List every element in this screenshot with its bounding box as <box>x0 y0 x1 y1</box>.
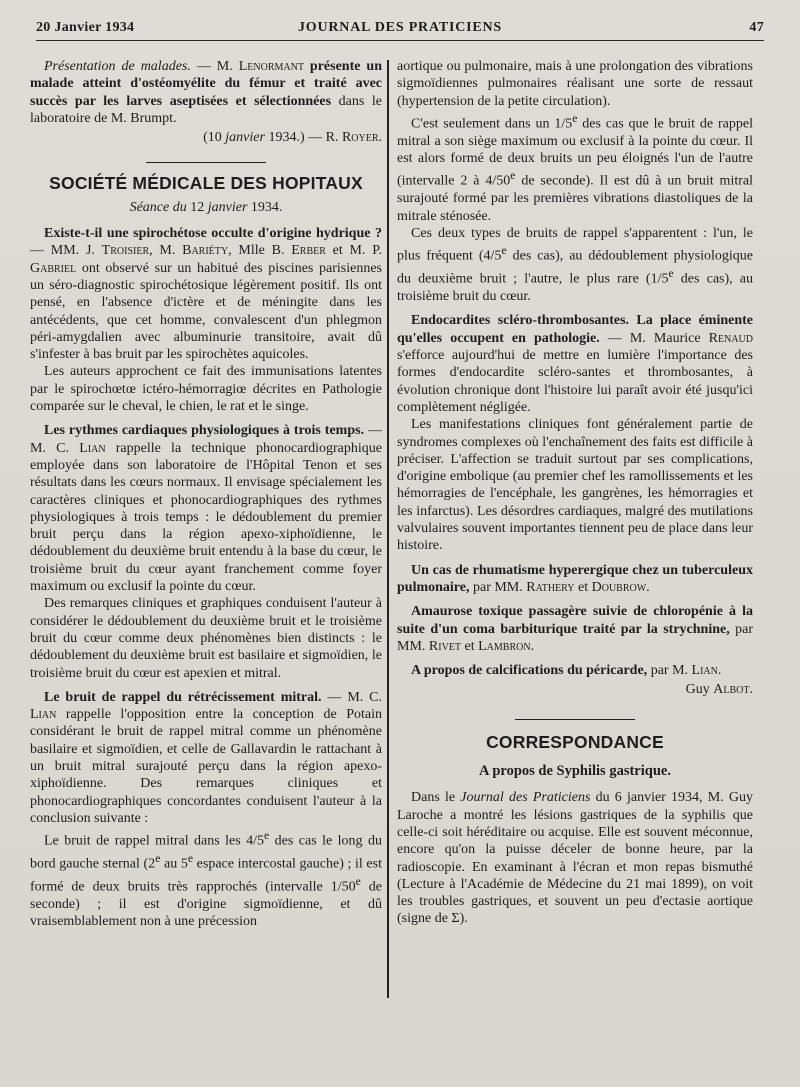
author-rivet: Rivet <box>428 638 462 654</box>
authors-lead: — M. C. <box>30 423 383 456</box>
article-endocardites <box>397 312 753 416</box>
left-column <box>30 58 382 1047</box>
right-column <box>397 58 753 1047</box>
authors-lead: — MM. J. <box>30 243 102 259</box>
session-year: 1934. <box>250 199 283 215</box>
article-rythmes <box>30 422 382 595</box>
article-body: rappelle la technique phonocardiographique employée dans son laboratoire de l'Hôpital Tenon et ses résultats dans les cœurs normaux. Il envisage spécialement les caractères cliniques et phonocardiographiques des rythmes physiologiques à trois temps : le dédoublement du premier bruit perçu dans la région apexo-xiphoïdienne, le dédoublement du deuxième bruit entendu à la base du cœur, le troisième bruit du cœur ayant franchement comme foyer maximum ou exclusif la pointe du cœur. <box>30 440 382 595</box>
article-spirochetose <box>30 225 382 363</box>
section-rule <box>146 162 266 163</box>
authors-lead: par M. <box>647 663 692 679</box>
presentation-paragraph <box>30 58 382 127</box>
author-troisier: Troisier <box>101 243 150 259</box>
correspondance-paragraph <box>397 789 753 927</box>
authors-lead: par MM. <box>397 621 753 654</box>
article-calcifications <box>397 662 753 679</box>
article-rhumatisme <box>397 562 753 597</box>
article-amaurose <box>397 603 753 655</box>
text: des cas), au troisième bruit du cœur. <box>397 271 753 305</box>
sep: et M. P. <box>325 243 382 259</box>
article-title: Un cas de rhumatisme hyperergique chez un tuberculeux pulmonaire, <box>397 562 753 595</box>
signature-first: Guy <box>685 682 710 698</box>
section-signature <box>397 681 753 698</box>
section-rule <box>515 719 635 720</box>
continuation-paragraph <box>397 225 753 306</box>
text: espace intercostal gauche) ; il est formé de deux bruits très rapprochés (intervalle 1/50 <box>30 856 382 895</box>
sep: , M. <box>149 243 183 259</box>
presentation-lead: Présentation de malades. <box>44 59 191 74</box>
date-month: janvier <box>225 130 265 146</box>
session-day: 12 <box>190 199 205 215</box>
author-lian: Lian <box>79 440 106 456</box>
author-lambron: Lambron. <box>478 638 535 654</box>
article-title: Amaurose toxique passagère suivie de chloropénie à la suite d'un coma barbiturique traité par la strychnine, <box>397 604 753 637</box>
article-bruit-rappel <box>30 689 382 827</box>
text: au 5 <box>160 856 188 872</box>
date-close: 1934.) — R. <box>264 130 342 146</box>
sep: et <box>461 638 479 654</box>
author-bariety: Bariéty <box>182 243 229 259</box>
text: C'est seulement dans un 1/5 <box>411 116 573 132</box>
header-journal-title: JOURNAL DES PRATICIENS <box>297 20 503 35</box>
date-open: (10 <box>203 130 226 146</box>
continuation-paragraph <box>397 110 753 225</box>
presentation-author: Lenormant <box>238 59 304 74</box>
text: Dans le <box>411 790 461 806</box>
signature-royer: Royer. <box>341 130 382 146</box>
session-date <box>30 199 382 216</box>
column-divider <box>387 60 389 998</box>
author-doubrow: Doubrow. <box>591 579 650 595</box>
signature-last: Albot. <box>713 682 753 698</box>
session-prefix: Séance du <box>129 199 187 215</box>
authors-lead: — M. Maurice <box>599 330 709 346</box>
text: Ces deux types de bruits de rappel s'apparentent : l'un, le plus fréquent (4/5 <box>397 225 753 264</box>
text: des cas le long du bord gauche sternal (2 <box>30 833 382 872</box>
authors-lead: — M. C. <box>321 689 382 705</box>
article-title: Endocardites scléro-thrombosantes. La place éminente qu'elles occupent en pathologie. <box>397 313 753 346</box>
sup: e <box>510 169 516 183</box>
article-body: rappelle l'opposition entre la conception de Potain considérant le bruit de rappel mitral comme un phénomène basilaire et sigmoïdien, et celle de Gallavardin le rattachant à un bruit mitral surajouté perçu dans la région apexo-xiphoïdienne. Des remarques cliniques et phonocardiographiques concordantes conduisent l'auteur à la conclusion suivante : <box>30 707 382 826</box>
sep: , Mlle B. <box>228 243 292 259</box>
correspondance-subtitle: A propos de Syphilis gastrique. <box>479 763 671 780</box>
sup: e <box>155 852 161 866</box>
article-title: Le bruit de rappel du rétrécissement mitral. <box>44 689 322 705</box>
article-title: A propos de calcifications du péricarde, <box>411 663 648 679</box>
dash: — M. <box>190 59 239 74</box>
article-body-paragraph: Les manifestations cliniques font généralement partie de syndromes complexes où l'enchaînement des faits est difficile à préciser. L'affection se traduit surtout par ses complications, d'origine embolique (au premier chef les ramollissements et les hémorragies de l'encéphale, les gangrènes, les hémorragies et les infarctus). Les désordres cardiaques, malgré des mutilations valvulaires souvent importantes tiennent peu de place dans leur histoire. <box>397 417 753 554</box>
running-header <box>36 18 764 41</box>
article-body-paragraph: Des remarques cliniques et graphiques conduisent l'auteur à considérer le dédoublement du deuxième bruit et le troisième bruit du cœur comme deux phénomènes bien distincts : le dédoublement du deuxième bruit est basilaire et sigmoïdien, le troisième bruit du cœur est apexien et mitral. <box>30 596 382 681</box>
journal-name: Journal des Praticiens <box>460 790 591 806</box>
sep: et <box>574 579 592 595</box>
article-title: Existe-t-il une spirochétose occulte d'origine hydrique ? <box>44 226 382 242</box>
text: Le bruit de rappel mitral dans les 4/5 <box>44 833 265 849</box>
presentation-signature <box>30 129 382 146</box>
header-date: 20 Janvier 1934 <box>36 20 135 35</box>
session-month: janvier <box>207 199 248 215</box>
sup: e <box>355 875 361 889</box>
sup: e <box>501 244 507 258</box>
article-body-paragraph: Les auteurs approchent ce fait des immunisations latentes par le spirochœtœ ictéro-hémorragiœ décrites en Pathologie comparée sur le cheval, le chien, le rat et le singe. <box>30 364 382 415</box>
author-rathery: Rathery <box>526 579 575 595</box>
article-body-paragraph <box>30 827 382 930</box>
text: de seconde). Il est dû à un bruit mitral surajouté formé par les premières vibrations diastoliques de la mitrale sténosée. <box>397 174 753 224</box>
authors-lead: par MM. <box>469 579 527 595</box>
author-erber: Erber <box>291 243 326 259</box>
sup: e <box>264 829 270 843</box>
article-body: s'efforce aujourd'hui de mettre en lumière l'importance des formes d'endocardite scléro-santes et thrombosantes, à évolution chronique dont l'histoire lui paraît avoir été jusqu'ici complètement négligée. <box>397 348 753 415</box>
society-title: SOCIÉTÉ MÉDICALE DES HOPITAUX <box>49 173 363 194</box>
article-body: ont observé sur un habitué des piscines parisiennes un séro-diagnostic spirochétosique légèrement positif. Ils ont pensé, en l'absence d'ictère et de méningite dans les antécédents, que cet homme, convalescent d'un phlegmon péri-amygdalien avec albuminurie transitoire, avait dû s'infester à bas bruit par les spirochètes aquicoles. <box>30 260 382 363</box>
author-lian: Lian. <box>691 663 722 679</box>
sup: e <box>668 267 674 281</box>
header-page-number: 47 <box>749 20 764 35</box>
text: du 6 janvier 1934, M. Guy Laroche a montré les lésions gastriques de la syphilis que celle-ci soit héréditaire ou acquise. Elle est souvent méconnue, encore qu'on la puisse déceler de bonne heure, par la radioscopie. En examinant à l'écran et mon repas bismuthé (Lecture à l'Académie de Médecine du 21 mai 1899), on voit les troubles gastriques, et souvent un peu d'ectasie aortique (signe de Σ). <box>397 790 753 927</box>
article-title: Les rythmes cardiaques physiologiques à trois temps. <box>44 423 365 439</box>
author-renaud: Renaud <box>708 330 753 346</box>
text: de seconde) ; il est d'origine sigmoïdienne, et dû vraisemblablement non à une précession <box>30 879 382 930</box>
text: des cas que le bruit de rappel mitral a son siège maximum ou exclusif à la pointe du cœur. Il est alors formé de deux bruits un peu éloignés l'un de l'autre (intervalle 2 à 4/50 <box>397 116 753 190</box>
sup: e <box>572 111 578 125</box>
text: des cas), au dédoublement physiologique du deuxième bruit ; l'autre, le plus rare (1/5 <box>397 248 753 287</box>
continuation-paragraph: aortique ou pulmonaire, mais à une prolongation des vibrations sigmoïdiennes pulmonaires réalisant une sorte de ressaut (hypertension de la petite circulation). <box>397 59 753 109</box>
presentation-bold-text: présente un malade atteint d'ostéomyélite du fémur et traité avec succès par les larves aseptisées et sélectionnées <box>30 59 382 109</box>
correspondance-title: CORRESPONDANCE <box>486 731 664 752</box>
author-lian: Lian <box>30 707 57 723</box>
author-gabriel: Gabriel <box>30 260 77 276</box>
sup: e <box>187 852 194 866</box>
presentation-text: dans le laboratoire de M. Brumpt. <box>30 93 382 126</box>
